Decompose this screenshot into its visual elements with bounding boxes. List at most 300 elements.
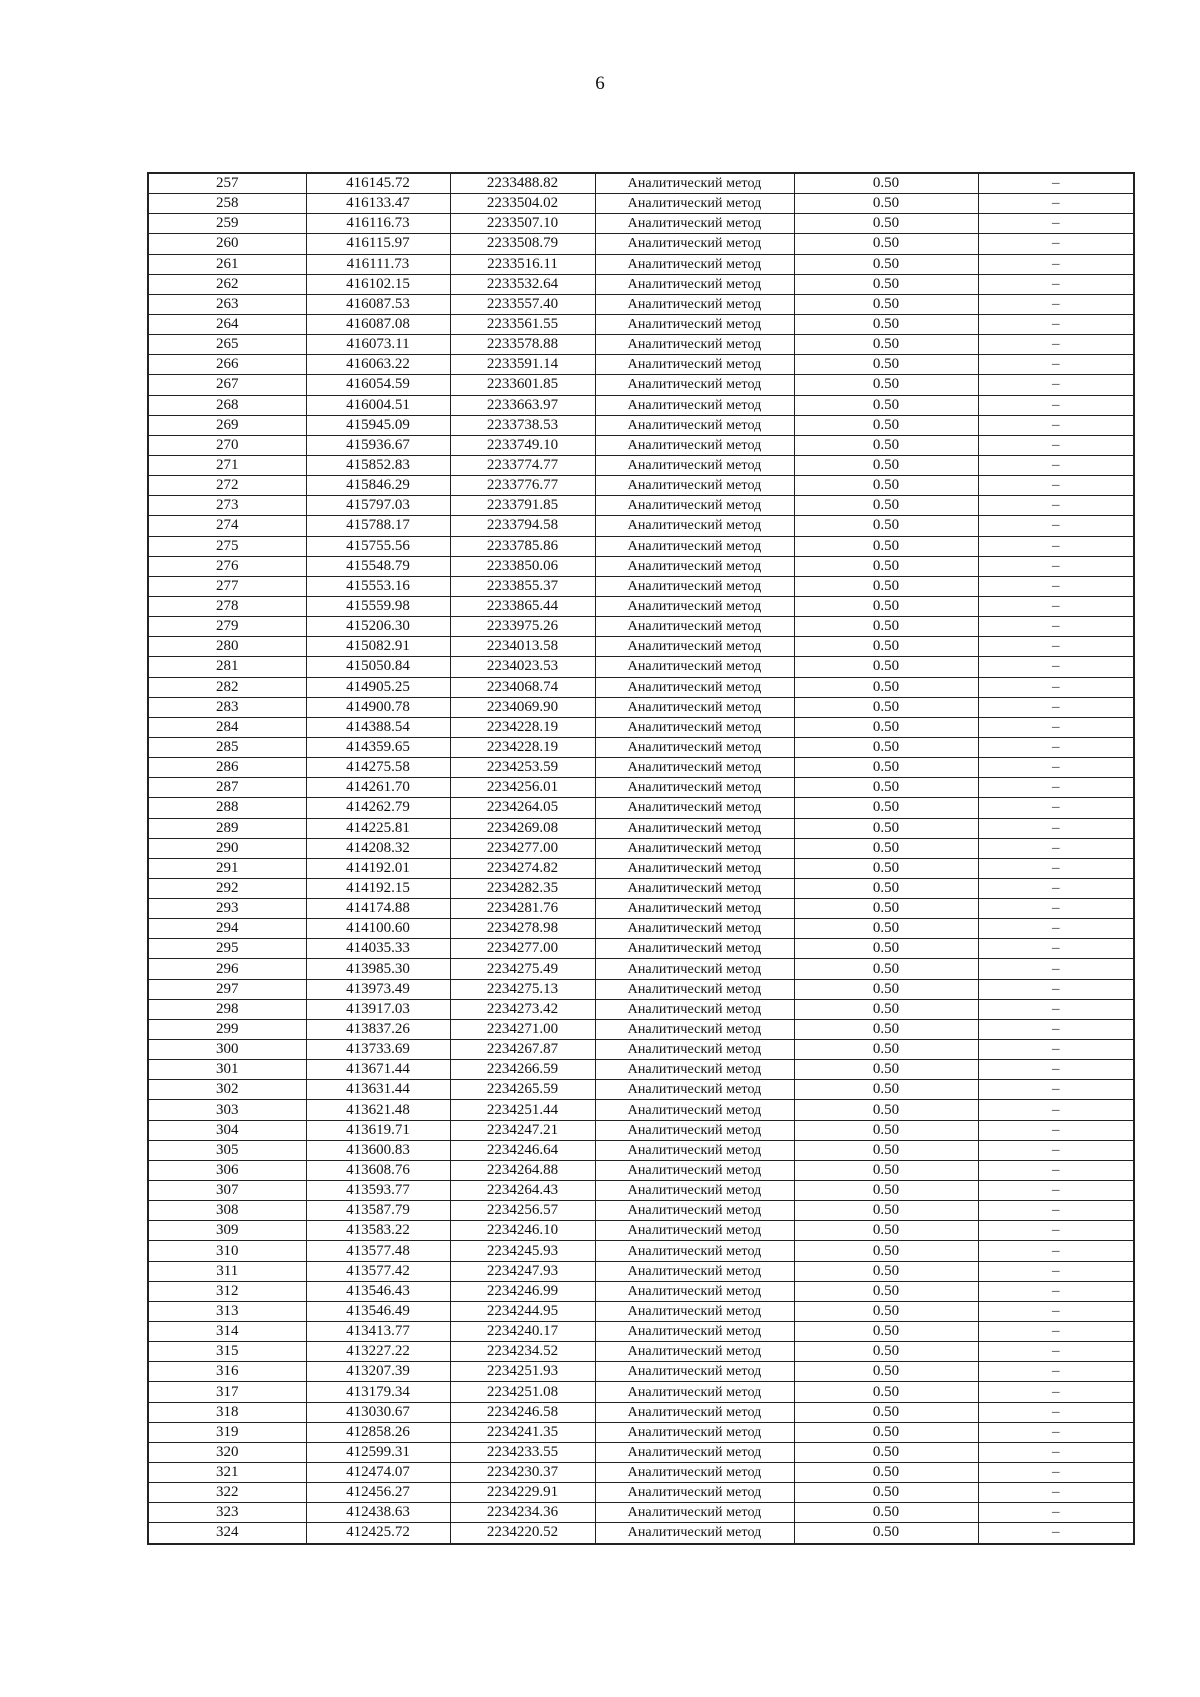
table-row	[148, 455, 1134, 475]
dash-cell: –	[978, 435, 1134, 455]
x-coordinate-cell: 413733.69	[306, 1040, 450, 1060]
method-cell: Аналитический метод	[595, 335, 794, 355]
dash-cell: –	[978, 1100, 1134, 1120]
dash-cell: –	[978, 536, 1134, 556]
accuracy-cell: 0.50	[794, 1503, 978, 1523]
dash-cell: –	[978, 637, 1134, 657]
table-row	[148, 1442, 1134, 1462]
x-coordinate-cell: 413587.79	[306, 1201, 450, 1221]
point-number-cell: 323	[148, 1503, 306, 1523]
method-cell: Аналитический метод	[595, 1281, 794, 1301]
point-number-cell: 301	[148, 1060, 306, 1080]
point-number-cell: 319	[148, 1422, 306, 1442]
x-coordinate-cell: 414900.78	[306, 697, 450, 717]
x-coordinate-cell: 413546.49	[306, 1301, 450, 1321]
y-coordinate-cell: 2233508.79	[450, 234, 595, 254]
point-number-cell: 297	[148, 979, 306, 999]
method-cell: Аналитический метод	[595, 375, 794, 395]
accuracy-cell: 0.50	[794, 415, 978, 435]
x-coordinate-cell: 413619.71	[306, 1120, 450, 1140]
x-coordinate-cell: 414192.15	[306, 878, 450, 898]
accuracy-cell: 0.50	[794, 717, 978, 737]
method-cell: Аналитический метод	[595, 657, 794, 677]
x-coordinate-cell: 413577.42	[306, 1261, 450, 1281]
method-cell: Аналитический метод	[595, 1422, 794, 1442]
dash-cell: –	[978, 1342, 1134, 1362]
point-number-cell: 271	[148, 455, 306, 475]
method-cell: Аналитический метод	[595, 637, 794, 657]
y-coordinate-cell: 2234253.59	[450, 758, 595, 778]
accuracy-cell: 0.50	[794, 1261, 978, 1281]
y-coordinate-cell: 2234264.05	[450, 798, 595, 818]
accuracy-cell: 0.50	[794, 798, 978, 818]
table-row	[148, 1342, 1134, 1362]
point-number-cell: 307	[148, 1181, 306, 1201]
x-coordinate-cell: 416063.22	[306, 355, 450, 375]
accuracy-cell: 0.50	[794, 737, 978, 757]
table-row	[148, 1241, 1134, 1261]
dash-cell: –	[978, 274, 1134, 294]
point-number-cell: 279	[148, 617, 306, 637]
x-coordinate-cell: 413917.03	[306, 999, 450, 1019]
method-cell: Аналитический метод	[595, 395, 794, 415]
dash-cell: –	[978, 556, 1134, 576]
y-coordinate-cell: 2233774.77	[450, 455, 595, 475]
y-coordinate-cell: 2234233.55	[450, 1442, 595, 1462]
accuracy-cell: 0.50	[794, 556, 978, 576]
y-coordinate-cell: 2234264.43	[450, 1181, 595, 1201]
dash-cell: –	[978, 979, 1134, 999]
dash-cell: –	[978, 697, 1134, 717]
accuracy-cell: 0.50	[794, 455, 978, 475]
y-coordinate-cell: 2234275.49	[450, 959, 595, 979]
x-coordinate-cell: 412425.72	[306, 1523, 450, 1544]
point-number-cell: 318	[148, 1402, 306, 1422]
point-number-cell: 257	[148, 173, 306, 194]
method-cell: Аналитический метод	[595, 516, 794, 536]
method-cell: Аналитический метод	[595, 435, 794, 455]
y-coordinate-cell: 2233975.26	[450, 617, 595, 637]
method-cell: Аналитический метод	[595, 274, 794, 294]
dash-cell: –	[978, 1442, 1134, 1462]
coordinates-table-body	[148, 173, 1134, 1544]
method-cell: Аналитический метод	[595, 1342, 794, 1362]
dash-cell: –	[978, 1281, 1134, 1301]
table-row	[148, 556, 1134, 576]
dash-cell: –	[978, 335, 1134, 355]
table-row	[148, 294, 1134, 314]
x-coordinate-cell: 413030.67	[306, 1402, 450, 1422]
x-coordinate-cell: 415553.16	[306, 576, 450, 596]
x-coordinate-cell: 415755.56	[306, 536, 450, 556]
x-coordinate-cell: 413227.22	[306, 1342, 450, 1362]
accuracy-cell: 0.50	[794, 617, 978, 637]
table-row	[148, 959, 1134, 979]
x-coordinate-cell: 415559.98	[306, 596, 450, 616]
point-number-cell: 321	[148, 1463, 306, 1483]
y-coordinate-cell: 2234273.42	[450, 999, 595, 1019]
point-number-cell: 322	[148, 1483, 306, 1503]
accuracy-cell: 0.50	[794, 838, 978, 858]
method-cell: Аналитический метод	[595, 1483, 794, 1503]
accuracy-cell: 0.50	[794, 1463, 978, 1483]
y-coordinate-cell: 2233791.85	[450, 496, 595, 516]
method-cell: Аналитический метод	[595, 818, 794, 838]
accuracy-cell: 0.50	[794, 637, 978, 657]
dash-cell: –	[978, 194, 1134, 214]
dash-cell: –	[978, 596, 1134, 616]
method-cell: Аналитический метод	[595, 576, 794, 596]
y-coordinate-cell: 2234281.76	[450, 899, 595, 919]
dash-cell: –	[978, 1422, 1134, 1442]
x-coordinate-cell: 416004.51	[306, 395, 450, 415]
point-number-cell: 267	[148, 375, 306, 395]
table-row	[148, 979, 1134, 999]
point-number-cell: 277	[148, 576, 306, 596]
point-number-cell: 298	[148, 999, 306, 1019]
table-row	[148, 919, 1134, 939]
dash-cell: –	[978, 1060, 1134, 1080]
accuracy-cell: 0.50	[794, 1362, 978, 1382]
table-row	[148, 335, 1134, 355]
y-coordinate-cell: 2233557.40	[450, 294, 595, 314]
dash-cell: –	[978, 355, 1134, 375]
x-coordinate-cell: 413973.49	[306, 979, 450, 999]
accuracy-cell: 0.50	[794, 314, 978, 334]
y-coordinate-cell: 2234251.44	[450, 1100, 595, 1120]
x-coordinate-cell: 414262.79	[306, 798, 450, 818]
x-coordinate-cell: 415936.67	[306, 435, 450, 455]
coordinates-table	[147, 172, 1135, 1545]
y-coordinate-cell: 2234230.37	[450, 1463, 595, 1483]
table-row	[148, 717, 1134, 737]
y-coordinate-cell: 2233749.10	[450, 435, 595, 455]
point-number-cell: 290	[148, 838, 306, 858]
y-coordinate-cell: 2234234.52	[450, 1342, 595, 1362]
accuracy-cell: 0.50	[794, 1301, 978, 1321]
table-row	[148, 818, 1134, 838]
table-row	[148, 173, 1134, 194]
y-coordinate-cell: 2233516.11	[450, 254, 595, 274]
y-coordinate-cell: 2234068.74	[450, 677, 595, 697]
point-number-cell: 261	[148, 254, 306, 274]
table-row	[148, 1019, 1134, 1039]
point-number-cell: 303	[148, 1100, 306, 1120]
dash-cell: –	[978, 1261, 1134, 1281]
x-coordinate-cell: 414261.70	[306, 778, 450, 798]
method-cell: Аналитический метод	[595, 1100, 794, 1120]
dash-cell: –	[978, 1301, 1134, 1321]
method-cell: Аналитический метод	[595, 959, 794, 979]
x-coordinate-cell: 413985.30	[306, 959, 450, 979]
accuracy-cell: 0.50	[794, 1442, 978, 1462]
point-number-cell: 260	[148, 234, 306, 254]
x-coordinate-cell: 415797.03	[306, 496, 450, 516]
x-coordinate-cell: 414275.58	[306, 758, 450, 778]
y-coordinate-cell: 2234247.93	[450, 1261, 595, 1281]
accuracy-cell: 0.50	[794, 858, 978, 878]
dash-cell: –	[978, 1241, 1134, 1261]
y-coordinate-cell: 2234274.82	[450, 858, 595, 878]
method-cell: Аналитический метод	[595, 1080, 794, 1100]
method-cell: Аналитический метод	[595, 979, 794, 999]
x-coordinate-cell: 414208.32	[306, 838, 450, 858]
y-coordinate-cell: 2234023.53	[450, 657, 595, 677]
y-coordinate-cell: 2234240.17	[450, 1322, 595, 1342]
x-coordinate-cell: 413621.48	[306, 1100, 450, 1120]
table-row	[148, 697, 1134, 717]
y-coordinate-cell: 2234266.59	[450, 1060, 595, 1080]
accuracy-cell: 0.50	[794, 214, 978, 234]
accuracy-cell: 0.50	[794, 234, 978, 254]
table-row	[148, 1503, 1134, 1523]
point-number-cell: 291	[148, 858, 306, 878]
y-coordinate-cell: 2233738.53	[450, 415, 595, 435]
table-row	[148, 375, 1134, 395]
accuracy-cell: 0.50	[794, 919, 978, 939]
point-number-cell: 312	[148, 1281, 306, 1301]
table-row	[148, 1362, 1134, 1382]
method-cell: Аналитический метод	[595, 1362, 794, 1382]
x-coordinate-cell: 413837.26	[306, 1019, 450, 1039]
x-coordinate-cell: 416087.08	[306, 314, 450, 334]
point-number-cell: 282	[148, 677, 306, 697]
y-coordinate-cell: 2234256.01	[450, 778, 595, 798]
table-row	[148, 274, 1134, 294]
accuracy-cell: 0.50	[794, 173, 978, 194]
accuracy-cell: 0.50	[794, 1040, 978, 1060]
accuracy-cell: 0.50	[794, 818, 978, 838]
accuracy-cell: 0.50	[794, 395, 978, 415]
y-coordinate-cell: 2234277.00	[450, 838, 595, 858]
x-coordinate-cell: 416145.72	[306, 173, 450, 194]
y-coordinate-cell: 2233488.82	[450, 173, 595, 194]
method-cell: Аналитический метод	[595, 1120, 794, 1140]
accuracy-cell: 0.50	[794, 1080, 978, 1100]
x-coordinate-cell: 413671.44	[306, 1060, 450, 1080]
dash-cell: –	[978, 878, 1134, 898]
method-cell: Аналитический метод	[595, 778, 794, 798]
dash-cell: –	[978, 173, 1134, 194]
accuracy-cell: 0.50	[794, 294, 978, 314]
point-number-cell: 305	[148, 1140, 306, 1160]
method-cell: Аналитический метод	[595, 939, 794, 959]
dash-cell: –	[978, 516, 1134, 536]
method-cell: Аналитический метод	[595, 919, 794, 939]
table-row	[148, 536, 1134, 556]
x-coordinate-cell: 414192.01	[306, 858, 450, 878]
y-coordinate-cell: 2234267.87	[450, 1040, 595, 1060]
x-coordinate-cell: 412438.63	[306, 1503, 450, 1523]
point-number-cell: 269	[148, 415, 306, 435]
table-row	[148, 1160, 1134, 1180]
accuracy-cell: 0.50	[794, 959, 978, 979]
point-number-cell: 281	[148, 657, 306, 677]
point-number-cell: 264	[148, 314, 306, 334]
accuracy-cell: 0.50	[794, 1100, 978, 1120]
dash-cell: –	[978, 476, 1134, 496]
x-coordinate-cell: 413413.77	[306, 1322, 450, 1342]
y-coordinate-cell: 2234269.08	[450, 818, 595, 838]
method-cell: Аналитический метод	[595, 717, 794, 737]
table-row	[148, 1060, 1134, 1080]
point-number-cell: 302	[148, 1080, 306, 1100]
dash-cell: –	[978, 1181, 1134, 1201]
y-coordinate-cell: 2233532.64	[450, 274, 595, 294]
dash-cell: –	[978, 617, 1134, 637]
table-row	[148, 1181, 1134, 1201]
method-cell: Аналитический метод	[595, 355, 794, 375]
accuracy-cell: 0.50	[794, 1201, 978, 1221]
point-number-cell: 314	[148, 1322, 306, 1342]
accuracy-cell: 0.50	[794, 1241, 978, 1261]
table-row	[148, 1140, 1134, 1160]
dash-cell: –	[978, 1140, 1134, 1160]
dash-cell: –	[978, 758, 1134, 778]
y-coordinate-cell: 2234245.93	[450, 1241, 595, 1261]
dash-cell: –	[978, 415, 1134, 435]
point-number-cell: 278	[148, 596, 306, 616]
method-cell: Аналитический метод	[595, 1181, 794, 1201]
y-coordinate-cell: 2234244.95	[450, 1301, 595, 1321]
table-row	[148, 234, 1134, 254]
method-cell: Аналитический метод	[595, 1261, 794, 1281]
method-cell: Аналитический метод	[595, 1301, 794, 1321]
method-cell: Аналитический метод	[595, 194, 794, 214]
y-coordinate-cell: 2234264.88	[450, 1160, 595, 1180]
method-cell: Аналитический метод	[595, 798, 794, 818]
y-coordinate-cell: 2233855.37	[450, 576, 595, 596]
method-cell: Аналитический метод	[595, 758, 794, 778]
y-coordinate-cell: 2234228.19	[450, 737, 595, 757]
table-row	[148, 254, 1134, 274]
table-row	[148, 576, 1134, 596]
method-cell: Аналитический метод	[595, 536, 794, 556]
dash-cell: –	[978, 959, 1134, 979]
accuracy-cell: 0.50	[794, 355, 978, 375]
accuracy-cell: 0.50	[794, 1523, 978, 1544]
accuracy-cell: 0.50	[794, 1221, 978, 1241]
accuracy-cell: 0.50	[794, 1342, 978, 1362]
table-row	[148, 314, 1134, 334]
accuracy-cell: 0.50	[794, 194, 978, 214]
point-number-cell: 274	[148, 516, 306, 536]
method-cell: Аналитический метод	[595, 173, 794, 194]
table-row	[148, 1120, 1134, 1140]
accuracy-cell: 0.50	[794, 596, 978, 616]
point-number-cell: 292	[148, 878, 306, 898]
point-number-cell: 316	[148, 1362, 306, 1382]
method-cell: Аналитический метод	[595, 1322, 794, 1342]
method-cell: Аналитический метод	[595, 858, 794, 878]
dash-cell: –	[978, 939, 1134, 959]
x-coordinate-cell: 412599.31	[306, 1442, 450, 1462]
accuracy-cell: 0.50	[794, 1160, 978, 1180]
table-row	[148, 1523, 1134, 1544]
point-number-cell: 306	[148, 1160, 306, 1180]
y-coordinate-cell: 2234220.52	[450, 1523, 595, 1544]
dash-cell: –	[978, 294, 1134, 314]
accuracy-cell: 0.50	[794, 899, 978, 919]
point-number-cell: 288	[148, 798, 306, 818]
x-coordinate-cell: 413577.48	[306, 1241, 450, 1261]
y-coordinate-cell: 2234234.36	[450, 1503, 595, 1523]
dash-cell: –	[978, 254, 1134, 274]
x-coordinate-cell: 412858.26	[306, 1422, 450, 1442]
point-number-cell: 280	[148, 637, 306, 657]
dash-cell: –	[978, 455, 1134, 475]
dash-cell: –	[978, 214, 1134, 234]
accuracy-cell: 0.50	[794, 758, 978, 778]
method-cell: Аналитический метод	[595, 999, 794, 1019]
x-coordinate-cell: 416115.97	[306, 234, 450, 254]
table-row	[148, 858, 1134, 878]
accuracy-cell: 0.50	[794, 375, 978, 395]
point-number-cell: 272	[148, 476, 306, 496]
y-coordinate-cell: 2234013.58	[450, 637, 595, 657]
y-coordinate-cell: 2233591.14	[450, 355, 595, 375]
table-row	[148, 1301, 1134, 1321]
x-coordinate-cell: 414388.54	[306, 717, 450, 737]
point-number-cell: 262	[148, 274, 306, 294]
accuracy-cell: 0.50	[794, 677, 978, 697]
accuracy-cell: 0.50	[794, 274, 978, 294]
table-row	[148, 355, 1134, 375]
accuracy-cell: 0.50	[794, 1422, 978, 1442]
x-coordinate-cell: 412474.07	[306, 1463, 450, 1483]
point-number-cell: 268	[148, 395, 306, 415]
dash-cell: –	[978, 717, 1134, 737]
table-row	[148, 1201, 1134, 1221]
dash-cell: –	[978, 899, 1134, 919]
method-cell: Аналитический метод	[595, 1442, 794, 1462]
accuracy-cell: 0.50	[794, 476, 978, 496]
y-coordinate-cell: 2233850.06	[450, 556, 595, 576]
table-row	[148, 1422, 1134, 1442]
table-row	[148, 516, 1134, 536]
table-row	[148, 1261, 1134, 1281]
point-number-cell: 276	[148, 556, 306, 576]
method-cell: Аналитический метод	[595, 455, 794, 475]
y-coordinate-cell: 2234241.35	[450, 1422, 595, 1442]
x-coordinate-cell: 416116.73	[306, 214, 450, 234]
accuracy-cell: 0.50	[794, 576, 978, 596]
x-coordinate-cell: 413207.39	[306, 1362, 450, 1382]
x-coordinate-cell: 412456.27	[306, 1483, 450, 1503]
dash-cell: –	[978, 677, 1134, 697]
dash-cell: –	[978, 818, 1134, 838]
accuracy-cell: 0.50	[794, 1140, 978, 1160]
method-cell: Аналитический метод	[595, 294, 794, 314]
method-cell: Аналитический метод	[595, 899, 794, 919]
table-row	[148, 1402, 1134, 1422]
point-number-cell: 275	[148, 536, 306, 556]
x-coordinate-cell: 415206.30	[306, 617, 450, 637]
table-row	[148, 1483, 1134, 1503]
method-cell: Аналитический метод	[595, 254, 794, 274]
method-cell: Аналитический метод	[595, 556, 794, 576]
table-row	[148, 657, 1134, 677]
point-number-cell: 315	[148, 1342, 306, 1362]
dash-cell: –	[978, 657, 1134, 677]
y-coordinate-cell: 2234246.10	[450, 1221, 595, 1241]
accuracy-cell: 0.50	[794, 1322, 978, 1342]
table-row	[148, 1463, 1134, 1483]
table-row	[148, 476, 1134, 496]
table-row	[148, 1100, 1134, 1120]
method-cell: Аналитический метод	[595, 737, 794, 757]
accuracy-cell: 0.50	[794, 536, 978, 556]
